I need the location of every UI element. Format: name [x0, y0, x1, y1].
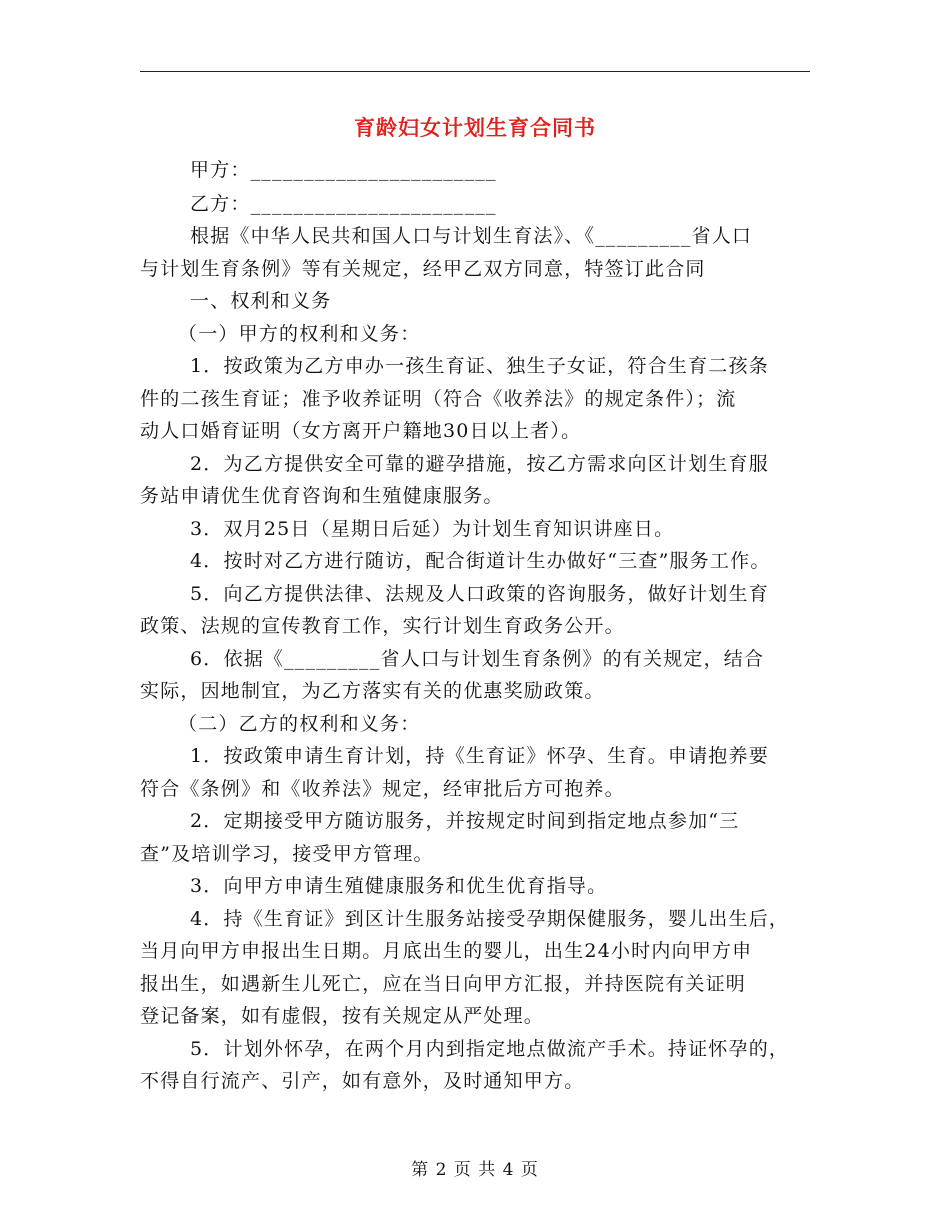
clause-a1-line-1: 1．按政策为乙方申办一孩生育证、独生子女证，符合生育二孩条: [190, 355, 769, 377]
subsection-heading-b: （二）乙方的权利和义务：: [178, 713, 421, 735]
header-rule: [140, 71, 810, 72]
clause-b1-line-1: 1．按政策申请生育计划，持《生育证》怀孕、生育。申请抱养要: [190, 745, 769, 767]
clause-b2-line-2: 查”及培训学习，接受甲方管理。: [140, 843, 434, 865]
clause-b2-line-1: 2．定期接受甲方随访服务，并按规定时间到指定地点参加“三: [190, 810, 740, 832]
clause-a3: 3．双月25日（星期日后延）为计划生育知识讲座日。: [190, 518, 675, 540]
document-title: 育龄妇女计划生育合同书: [354, 116, 596, 140]
party-a-line: 甲方：_______________________: [190, 159, 497, 181]
clause-b3: 3．向甲方申请生殖健康服务和优生优育指导。: [190, 875, 608, 897]
subsection-heading-a: （一）甲方的权利和义务：: [178, 323, 421, 345]
page-number: 第 2 页 共 4 页: [411, 1160, 539, 1180]
party-b-line: 乙方：_______________________: [190, 193, 497, 215]
clause-b4-line-2: 当月向甲方申报出生日期。月底出生的婴儿，出生24小时内向甲方申: [140, 940, 753, 962]
clause-a5-line-2: 政策、法规的宣传教育工作，实行计划生育政务公开。: [140, 615, 625, 637]
clause-b4-line-1: 4．持《生育证》到区计生服务站接受孕期保健服务，婴儿出生后，: [190, 908, 790, 930]
section-heading-1: 一、权利和义务: [190, 290, 332, 312]
intro-line-2: 与计划生育条例》等有关规定，经甲乙双方同意，特签订此合同: [140, 258, 706, 280]
clause-a6-line-2: 实际，因地制宜，为乙方落实有关的优惠奖励政策。: [140, 680, 605, 702]
clause-a1-line-2: 件的二孩生育证；准予收养证明（符合《收养法》的规定条件）；流: [140, 388, 737, 410]
clause-b4-line-3: 报出生，如遇新生儿死亡，应在当日向甲方汇报，并持医院有关证明: [140, 973, 747, 995]
clause-b4-line-4: 登记备案，如有虚假，按有关规定从严处理。: [140, 1005, 545, 1027]
clause-a2-line-2: 务站申请优生优育咨询和生殖健康服务。: [140, 485, 504, 507]
clause-b5-line-1: 5．计划外怀孕，在两个月内到指定地点做流产手术。持证怀孕的，: [190, 1038, 790, 1060]
clause-a5-line-1: 5．向乙方提供法律、法规及人口政策的咨询服务，做好计划生育: [190, 583, 769, 605]
clause-a6-line-1: 6．依据《_________省人口与计划生育条例》的有关规定，结合: [190, 648, 765, 670]
clause-a4: 4．按时对乙方进行随访，配合街道计生办做好“三查”服务工作。: [190, 550, 771, 572]
clause-a1-line-3: 动人口婚育证明（女方离开户籍地30日以上者）。: [140, 420, 582, 442]
clause-b1-line-2: 符合《条例》和《收养法》规定，经审批后方可抱养。: [140, 778, 625, 800]
clause-a2-line-1: 2．为乙方提供安全可靠的避孕措施，按乙方需求向区计划生育服: [190, 453, 769, 475]
clause-b5-line-2: 不得自行流产、引产，如有意外，及时通知甲方。: [140, 1070, 585, 1092]
intro-line-1: 根据《中华人民共和国人口与计划生育法》、《_________省人口: [190, 225, 753, 247]
